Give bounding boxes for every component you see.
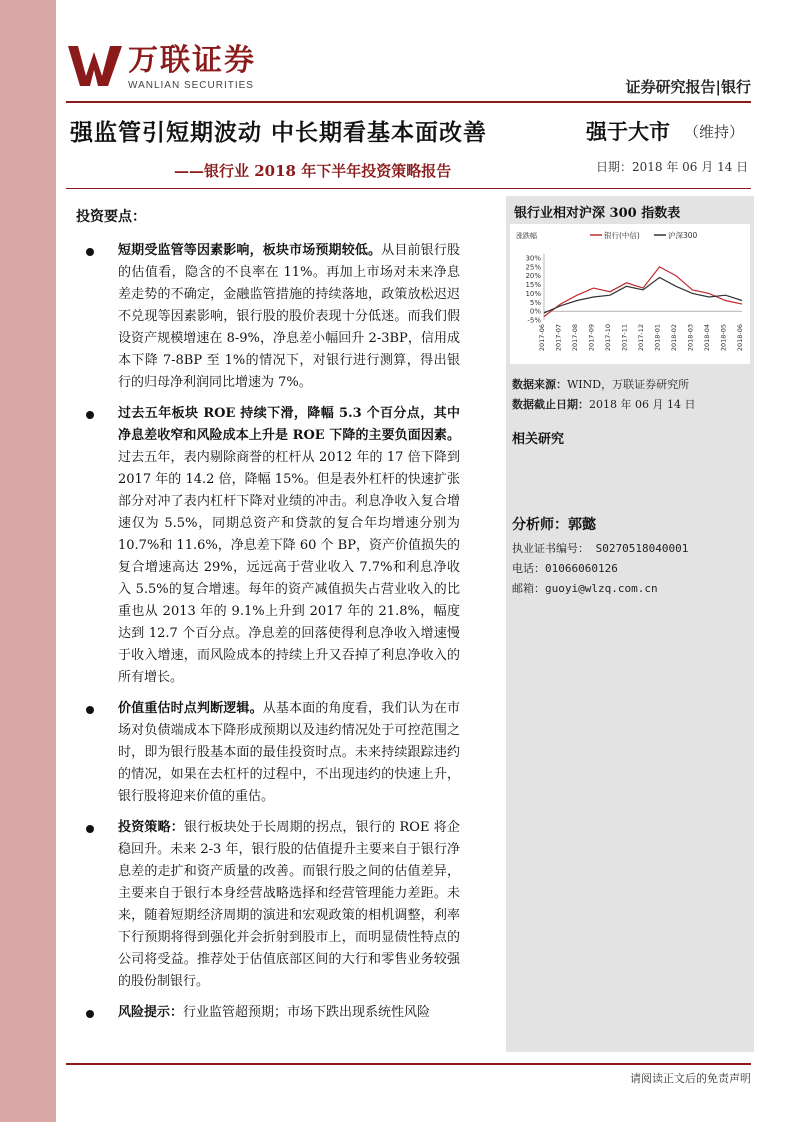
bullet-text: 从目前银行股的估值看，隐含的不良率在 11%。再加上市场对未来净息差走势的不确定，金融监管措施的持续落地，政策放松迟迟不兑现等因素影响，银行股的股价表现十分低迷。而我们假设资产规模增速在 8-9%，净息差小幅回升 2-3BP，信用成本下降 7-8BP 至 1%的情况下，对银行进行测算，得出银行的归母净利润同比增速为 7%。 <box>118 243 460 390</box>
phone: 电话：01066060126 <box>512 562 618 575</box>
sidebar <box>506 196 754 1052</box>
x-tick-label: 2017-11 <box>620 324 629 352</box>
y-tick-label: -5% <box>527 316 541 325</box>
bullet-dot-icon <box>86 706 94 714</box>
brand-name-en: WANLIAN SECURITIES <box>128 80 254 91</box>
bullet-dot-icon <box>86 411 94 419</box>
series-line <box>544 267 742 317</box>
cutoff-value: 2018 年 06 月 14 日 <box>589 398 696 411</box>
y-tick-label: 5% <box>529 298 541 307</box>
footer-divider <box>66 1063 751 1065</box>
left-decor-bar <box>0 0 56 1122</box>
y-tick-label: 10% <box>525 289 541 298</box>
bullet-lead: 投资策略： <box>118 820 184 835</box>
y-tick-label: 15% <box>525 281 541 290</box>
x-tick-label: 2018-05 <box>719 324 728 352</box>
x-tick-label: 2018-03 <box>686 324 695 352</box>
relative-index-chart <box>510 224 750 364</box>
header-divider <box>66 188 751 189</box>
bullet-dot-icon <box>86 1010 94 1018</box>
data-source <box>512 376 689 392</box>
bullet-dot-icon <box>86 248 94 256</box>
related-research: 相关研究 <box>512 432 565 447</box>
bullet-lead: 过去五年板块 ROE 持续下滑，降幅 5.3 个百分点，其中净息差收窄和风险成本上升是 ROE 下降的主要负面因素。 <box>118 406 460 443</box>
bullet-text: 从基本面的角度看，我们认为在市场对负债端成本下降形成预期以及违约情况处于可控范围之时，即为银行股基本面的最佳投资时点。未来持续跟踪违约的情况，如果在去杠杆的过程中，不出现违约的快速上升，银行股将迎来价值的重估。 <box>118 701 460 804</box>
analyst-name: 分析师：郭懿 <box>512 517 596 533</box>
bullet-point <box>70 1002 460 1024</box>
report-type: 证券研究报告|银行 <box>625 78 751 96</box>
bullet-lead: 价值重估时点判断逻辑。 <box>118 701 263 716</box>
rating: 强于大市 <box>586 119 670 144</box>
y-tick-label: 30% <box>525 254 541 263</box>
bullet-point <box>70 403 460 689</box>
y-tick-label: 20% <box>525 272 541 281</box>
x-tick-label: 2017-09 <box>587 324 596 352</box>
x-tick-label: 2018-04 <box>703 324 711 352</box>
x-tick-label: 2018-01 <box>653 324 662 352</box>
x-tick-label: 2017-08 <box>571 324 579 352</box>
points-heading: 投资要点： <box>76 209 146 225</box>
y-tick-label: 25% <box>525 263 541 272</box>
rating-note: （维持） <box>684 123 745 141</box>
bullet-lead: 短期受监管等因素影响，板块市场预期较低。 <box>118 243 382 258</box>
email: 邮箱：guoyi@wlzq.com.cn <box>512 582 658 595</box>
bullet-lead: 风险提示： <box>118 1005 184 1020</box>
x-tick-label: 2017-07 <box>554 324 563 352</box>
disclaimer-note: 请阅读正文后的免责声明 <box>630 1072 751 1085</box>
chart-title: 银行业相对沪深 300 指数表 <box>514 206 681 221</box>
x-tick-label: 2018-06 <box>736 324 744 352</box>
x-tick-label: 2018-02 <box>670 324 678 352</box>
wanlian-logo-icon <box>68 44 122 86</box>
x-tick-label: 2017-10 <box>604 324 612 352</box>
report-subtitle: ——银行业 2018 年下半年投资策略报告 <box>174 162 452 180</box>
brand-logo <box>68 44 278 100</box>
report-title: 强监管引短期波动 中长期看基本面改善 <box>70 119 488 146</box>
y-tick-label: 0% <box>529 307 541 316</box>
brand-name-cn: 万联证券 <box>128 43 256 78</box>
cert-number: 执业证书编号： S0270518040001 <box>512 542 689 555</box>
bullet-dot-icon <box>86 825 94 833</box>
chart-inner-title: 涨跌幅 <box>516 232 537 240</box>
bullet-text: 行业监管超预期；市场下跌出现系统性风险 <box>183 1005 431 1020</box>
bullet-point <box>70 817 460 993</box>
bullet-text: 过去五年，表内剔除商誉的杠杆从 2012 年的 17 倍下降到 2017 年的 14.2 倍，降幅 15%。但是表外杠杆的快速扩张部分对冲了表内杠杆下降对业绩的冲击。利息净收入复合增速仅为 5.5%，同期总资产和贷款的复合年均增速分别为 10.7%和 11.6%，净息差下降 60 个 BP，资产价值损失的复合增速高达 29%，远远高于营业收入 7.7%和利息净收入 5.5%的复合增速。每年的资产减值损失占营业收入的比重也从 2013 年的 9.1%上升到 2017 年的 21.8%，幅度达到 12.7 个百分点。净息差的回落使得利息净收入增速慢于收入增速，而风险成本的持续上升又吞掉了利息净收入的所有增长。 <box>118 450 460 685</box>
bullet-point <box>70 240 460 394</box>
legend-label: 银行(中信) <box>604 231 640 240</box>
source-value: WIND，万联证券研究所 <box>567 378 690 391</box>
chart-container <box>510 224 750 364</box>
cutoff-label: 数据截止日期： <box>512 398 589 411</box>
report-date: 日期：2018 年 06 月 14 日 <box>596 160 749 174</box>
data-cutoff <box>512 396 695 412</box>
source-label: 数据来源： <box>512 378 567 391</box>
x-tick-label: 2017-12 <box>637 324 645 352</box>
bullet-point <box>70 698 460 808</box>
legend-label: 沪深300 <box>668 231 698 240</box>
top-divider <box>66 101 751 103</box>
bullet-text: 银行板块处于长周期的拐点，银行的 ROE 将企稳回升。未来 2-3 年，银行股的估值提升主要来自于银行净息差的走扩和资产质量的改善。而银行股之间的估值差异，主要来自于银行本身经营战略选择和经营管理能力差距。未来，随着短期经济周期的演进和宏观政策的相机调整，利率下行预期将得到强化并会折射到股市上，而明显债性特点的公司将受益。推荐处于估值底部区间的大行和零售业务较强的股份制银行。 <box>118 820 460 989</box>
main-content <box>70 200 460 1033</box>
x-tick-label: 2017-06 <box>538 324 546 352</box>
